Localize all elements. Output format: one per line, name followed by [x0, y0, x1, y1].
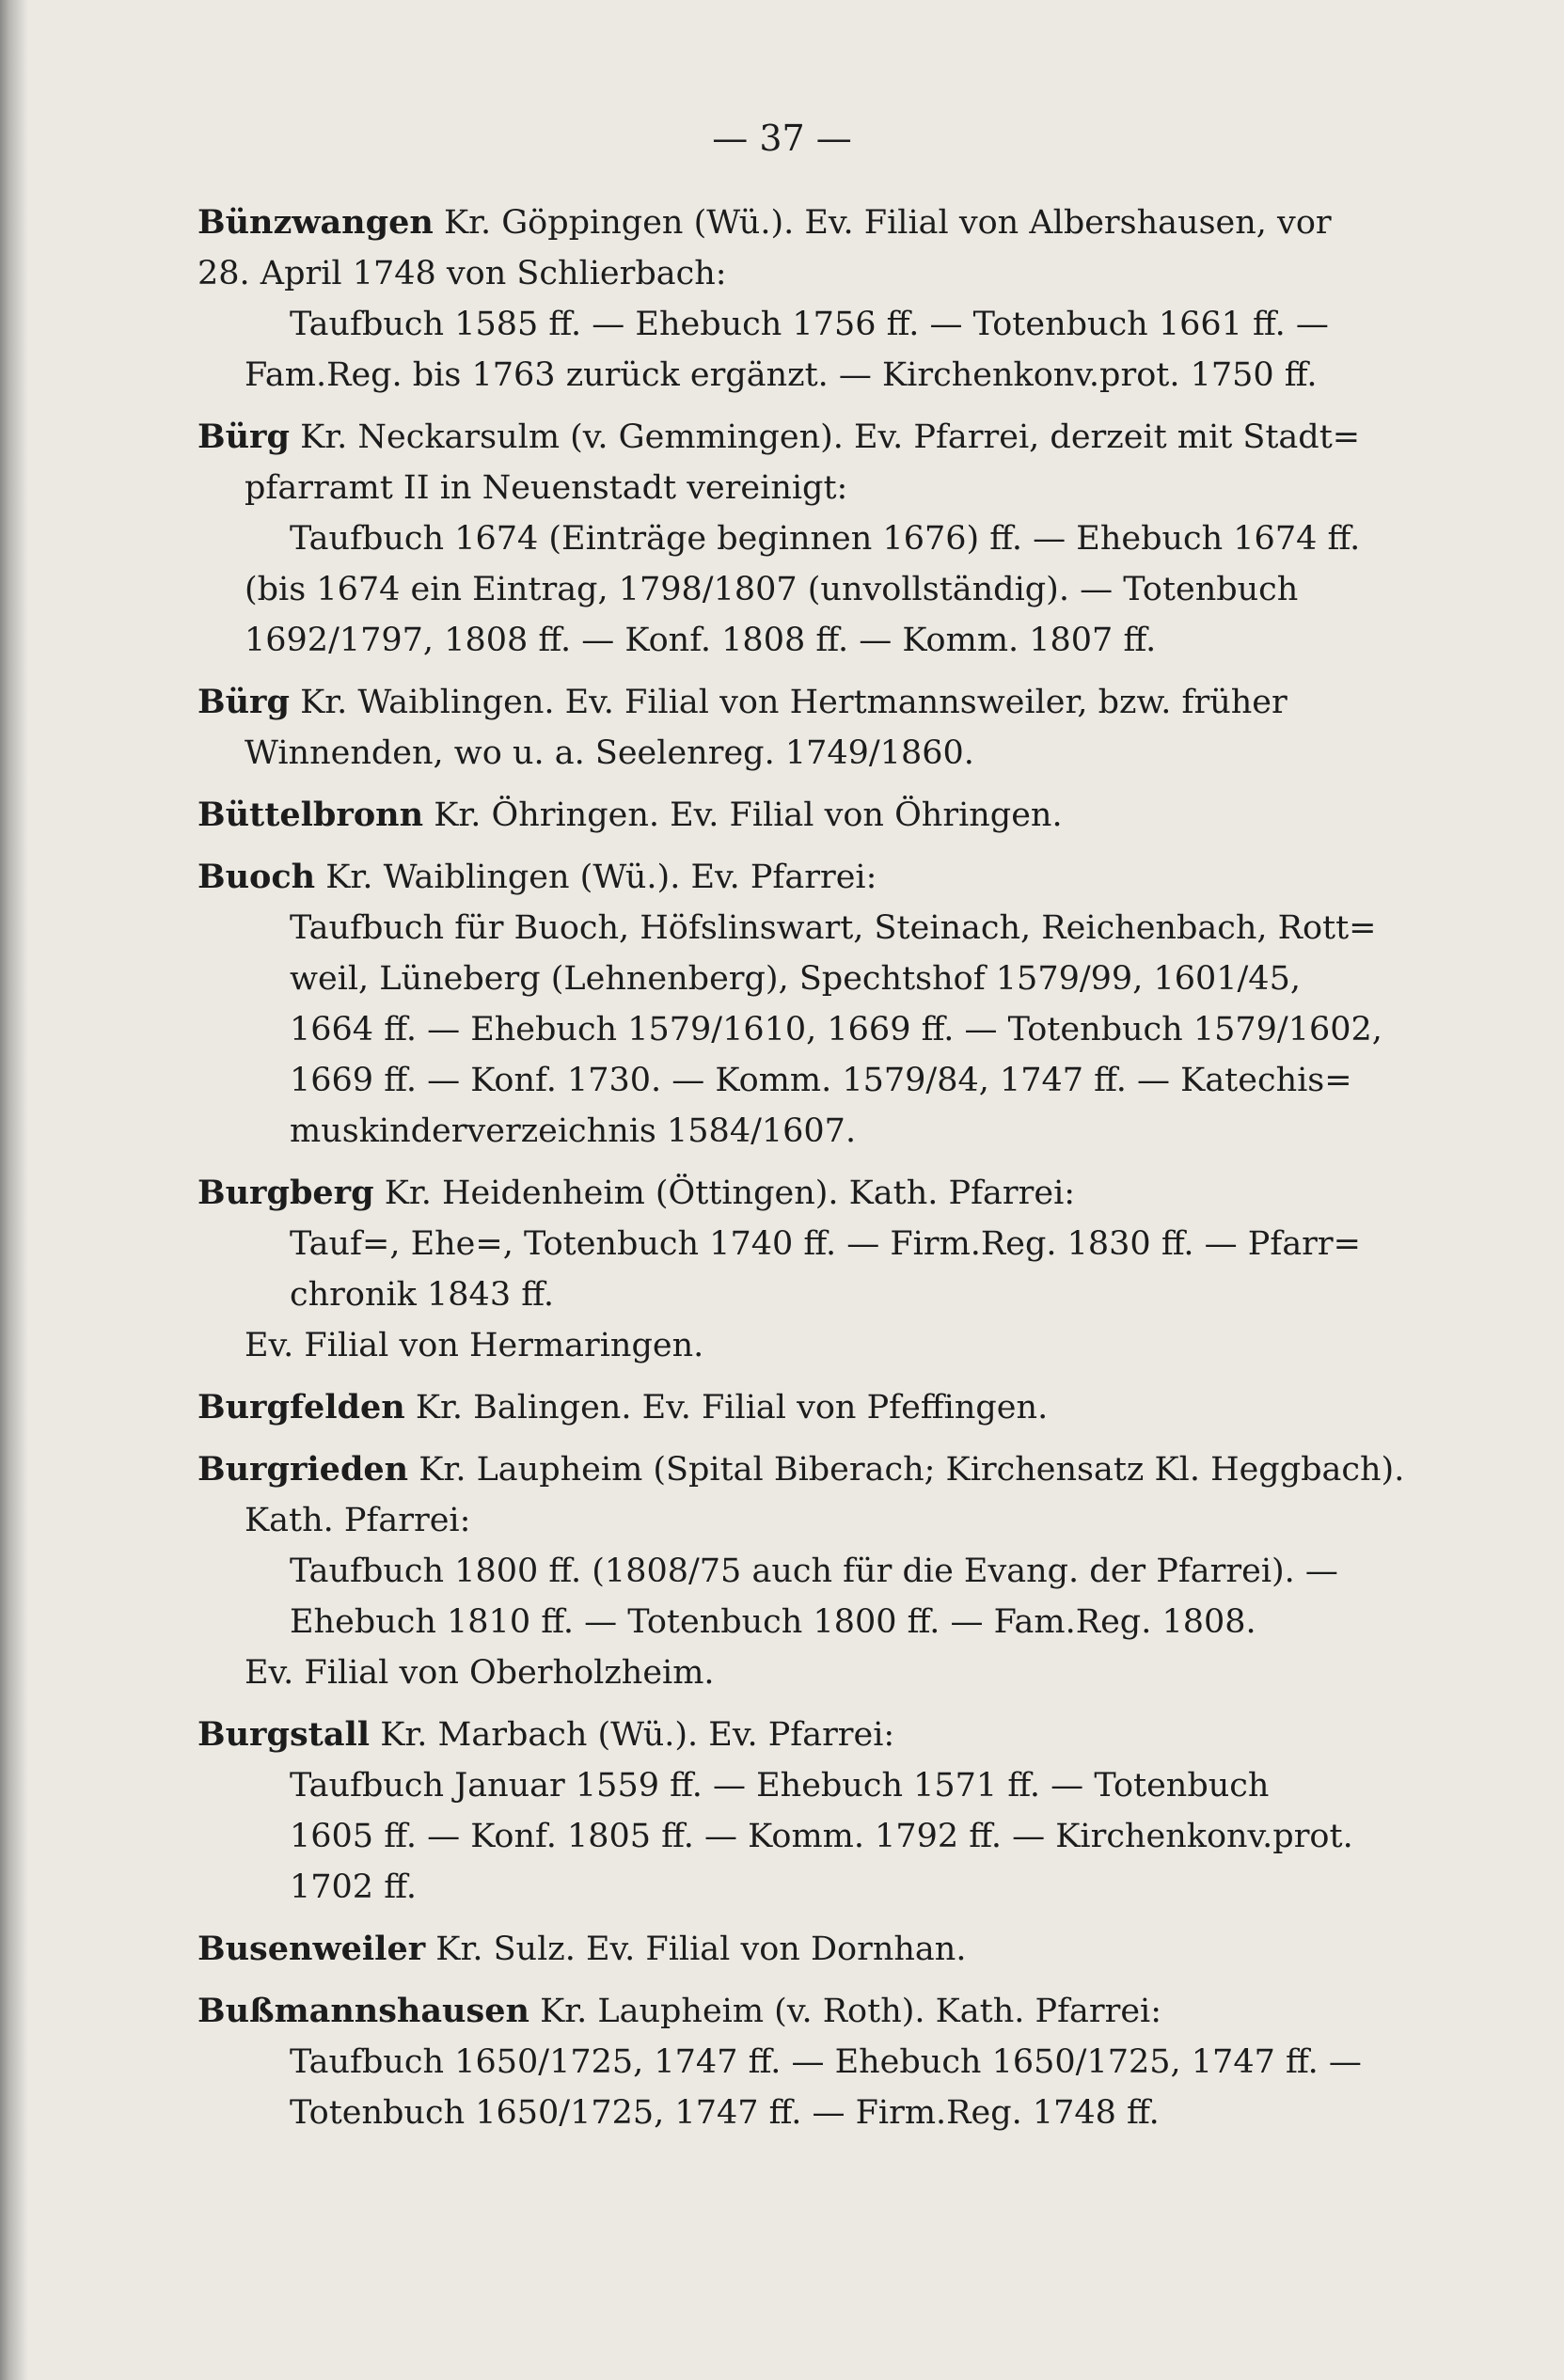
entry-line: 28. April 1748 von Schlierbach: [197, 255, 727, 292]
entry-line: Fam.Reg. bis 1763 zurück ergänzt. — Kirchenkonv.prot. 1750 ff. [245, 356, 1318, 394]
entry-title: Burgrieden [197, 1450, 409, 1489]
entry-line: Bürg Kr. Waiblingen. Ev. Filial von Hertmannsweiler, bzw. früher [197, 683, 1288, 721]
entry-buerg-waiblingen [197, 677, 1420, 779]
entry-line: Kath. Pfarrei: [245, 1502, 471, 1539]
entry-line: Busenweiler Kr. Sulz. Ev. Filial von Dornhan. [197, 1930, 967, 1968]
entry-line: chronik 1843 ff. [290, 1276, 554, 1314]
entry-line: Ehebuch 1810 ff. — Totenbuch 1800 ff. — Fam.Reg. 1808. [290, 1603, 1256, 1641]
entry-title: Bußmannshausen [197, 1992, 529, 2030]
entry-line: Burgrieden Kr. Laupheim (Spital Biberach; Kirchensatz Kl. Heggbach). [197, 1450, 1405, 1489]
entry-line: Taufbuch 1585 ff. — Ehebuch 1756 ff. — Totenbuch 1661 ff. — [290, 306, 1329, 343]
entry-line: Bünzwangen Kr. Göppingen (Wü.). Ev. Filial von Albershausen, vor [197, 203, 1332, 242]
entry-buettelbronn [197, 790, 1420, 841]
entry-buerg-neckarsulm [197, 412, 1420, 666]
entry-line: 1702 ff. [290, 1868, 417, 1906]
entry-title: Bürg [197, 683, 290, 721]
entry-line: (bis 1674 ein Eintrag, 1798/1807 (unvollständig). — Totenbuch [245, 571, 1299, 608]
entry-title: Burgfelden [197, 1388, 405, 1426]
entry-line: Taufbuch 1650/1725, 1747 ff. — Ehebuch 1650/1725, 1747 ff. — [290, 2043, 1362, 2081]
entry-line: Taufbuch Januar 1559 ff. — Ehebuch 1571 ff. — Totenbuch [290, 1767, 1270, 1805]
entry-line: 1664 ff. — Ehebuch 1579/1610, 1669 ff. — Totenbuch 1579/1602, [290, 1011, 1382, 1048]
entry-line: Ev. Filial von Hermaringen. [245, 1327, 704, 1364]
entry-burgfelden [197, 1382, 1420, 1433]
entry-line: 1669 ff. — Konf. 1730. — Komm. 1579/84, 1747 ff. — Katechis= [290, 1062, 1352, 1099]
entry-busenweiler [197, 1924, 1420, 1975]
entry-line: Burgstall Kr. Marbach (Wü.). Ev. Pfarrei: [197, 1715, 895, 1754]
entry-line: 1605 ff. — Konf. 1805 ff. — Komm. 1792 ff. — Kirchenkonv.prot. [290, 1818, 1353, 1855]
entry-line: Tauf=, Ehe=, Totenbuch 1740 ff. — Firm.Reg. 1830 ff. — Pfarr= [290, 1225, 1361, 1263]
entry-line: Taufbuch für Buoch, Höfslinswart, Steinach, Reichenbach, Rott= [290, 909, 1377, 947]
entry-line: Buoch Kr. Waiblingen (Wü.). Ev. Pfarrei: [197, 858, 877, 896]
entry-buenzwangen [197, 197, 1420, 401]
entry-title: Bürg [197, 418, 290, 456]
entry-line: Bürg Kr. Neckarsulm (v. Gemmingen). Ev. Pfarrei, derzeit mit Stadt= [197, 418, 1361, 456]
page-number: — 37 — [712, 118, 852, 159]
book-spine-shadow [0, 0, 28, 2380]
entry-line: Taufbuch 1674 (Einträge beginnen 1676) ff. — Ehebuch 1674 ff. [290, 520, 1361, 558]
entry-title: Burgstall [197, 1715, 371, 1754]
entry-title: Büttelbronn [197, 796, 424, 834]
entry-buoch [197, 852, 1420, 1157]
entry-line: muskinderverzeichnis 1584/1607. [290, 1112, 857, 1150]
entry-line: Ev. Filial von Oberholzheim. [245, 1654, 715, 1692]
entry-line: Winnenden, wo u. a. Seelenreg. 1749/1860. [245, 734, 974, 772]
page-body [197, 197, 1420, 2150]
entry-title: Bünzwangen [197, 203, 434, 242]
entry-burgrieden [197, 1444, 1420, 1698]
entry-burgstall [197, 1710, 1420, 1913]
entry-line: 1692/1797, 1808 ff. — Konf. 1808 ff. — Komm. 1807 ff. [245, 622, 1157, 659]
entry-line: Burgfelden Kr. Balingen. Ev. Filial von Pfeffingen. [197, 1388, 1049, 1426]
entry-burgberg [197, 1168, 1420, 1371]
entry-line: Totenbuch 1650/1725, 1747 ff. — Firm.Reg. 1748 ff. [290, 2094, 1160, 2132]
entry-line: Bußmannshausen Kr. Laupheim (v. Roth). Kath. Pfarrei: [197, 1992, 1162, 2030]
entry-title: Buoch [197, 858, 316, 896]
entry-line: weil, Lüneberg (Lehnenberg), Spechtshof 1579/99, 1601/45, [290, 960, 1301, 998]
entry-line: Burgberg Kr. Heidenheim (Öttingen). Kath. Pfarrei: [197, 1174, 1076, 1212]
entry-title: Busenweiler [197, 1930, 426, 1968]
entry-title: Burgberg [197, 1174, 374, 1212]
entry-line: pfarramt II in Neuenstadt vereinigt: [245, 469, 848, 507]
entry-line: Büttelbronn Kr. Öhringen. Ev. Filial von Öhringen. [197, 796, 1063, 834]
entry-line: Taufbuch 1800 ff. (1808/75 auch für die Evang. der Pfarrei). — [290, 1553, 1338, 1590]
entry-bussmannshausen [197, 1986, 1420, 2138]
